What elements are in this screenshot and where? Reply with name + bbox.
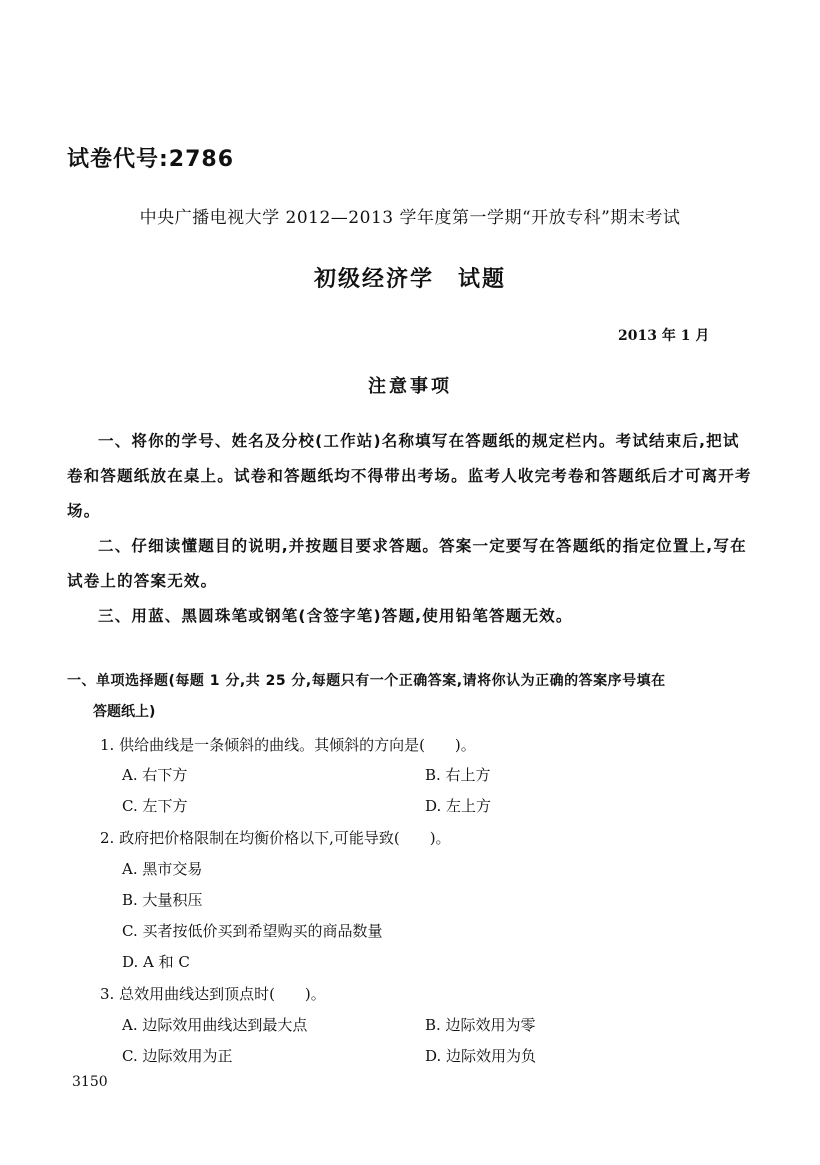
option-3d: D. 边际效用为负	[425, 1047, 537, 1065]
section-heading: 一、单项选择题(每题 1 分,共 25 分,每题只有一个正确答案,请将你认为正确的答案序号填在	[67, 673, 666, 689]
page-number: 3150	[72, 1074, 108, 1090]
option-1c: C. 左下方	[122, 797, 188, 815]
section-heading-cont: 答题纸上)	[93, 704, 156, 720]
notice-title: 注意事项	[368, 376, 452, 397]
option-1d: D. 左上方	[425, 797, 492, 815]
option-1a: A. 右下方	[122, 766, 188, 784]
option-3b: B. 边际效用为零	[425, 1016, 536, 1034]
option-1b: B. 右上方	[425, 766, 491, 784]
option-3c: C. 边际效用为正	[122, 1047, 233, 1065]
exam-header: 中央广播电视大学 2012—2013 学年度第一学期“开放专科”期末考试	[139, 208, 681, 228]
option-3a: A. 边际效用曲线达到最大点	[122, 1016, 308, 1034]
question-3: 3. 总效用曲线达到顶点时( )。	[100, 985, 326, 1003]
option-2c: C. 买者按低价买到希望购买的商品数量	[122, 922, 383, 940]
notice-item: 二、仔细读懂题目的说明,并按题目要求答题。答案一定要写在答题纸的指定位置上,写在试卷上的答案无效。	[67, 537, 747, 590]
option-2b: B. 大量积压	[122, 891, 203, 909]
option-2a: A. 黑市交易	[122, 860, 203, 878]
question-1: 1. 供给曲线是一条倾斜的曲线。其倾斜的方向是( )。	[100, 736, 476, 754]
notice-list	[67, 424, 753, 634]
option-2d: D. A 和 C	[122, 953, 190, 971]
question-2: 2. 政府把价格限制在均衡价格以下,可能导致( )。	[100, 829, 451, 847]
exam-code: 试卷代号:2786	[67, 147, 235, 172]
exam-date: 2013 年 1 月	[618, 328, 710, 344]
notice-item: 一、将你的学号、姓名及分校(工作站)名称填写在答题纸的规定栏内。考试结束后,把试卷和答题纸放在桌上。试卷和答题纸均不得带出考场。监考人收完考卷和答题纸后才可离开考场。	[67, 432, 752, 520]
notice-item: 三、用蓝、黑圆珠笔或钢笔(含签字笔)答题,使用铅笔答题无效。	[98, 607, 573, 625]
exam-title: 初级经济学 试题	[313, 267, 506, 292]
